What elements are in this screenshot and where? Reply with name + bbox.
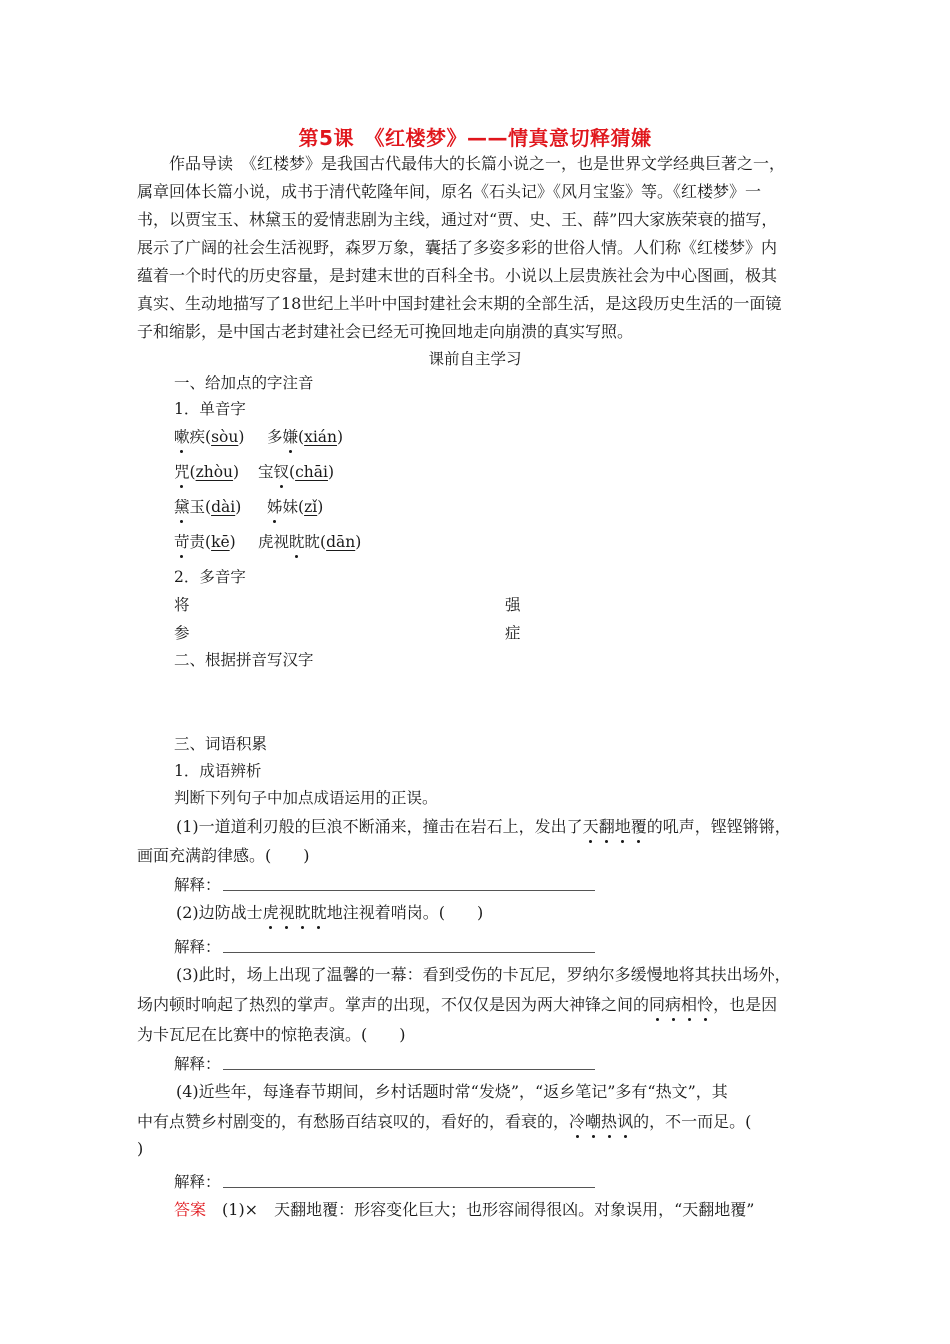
pinyin: sòu (211, 428, 239, 446)
section-title: 课前自主学习 (428, 350, 522, 368)
answer-blank[interactable] (223, 1068, 595, 1070)
pinyin: xián (304, 428, 338, 446)
pinyin-item: 嗽疾(sòu) (174, 425, 244, 447)
answer-label: 答案 (174, 1200, 207, 1219)
pinyin-item: 姊妹(zǐ) (267, 495, 323, 517)
pinyin: dài (211, 498, 236, 516)
sub-heading-poly: 2．多音字 (174, 568, 246, 586)
intro-line: 蕴着一个时代的历史容量，是封建末世的百科全书。小说以上层贵族社会为中心图画，极其 (137, 266, 778, 285)
pinyin-item: 多嫌(xián) (267, 425, 343, 447)
intro-line: 展示了广阔的社会生活视野，森罗万象，囊括了多姿多彩的世俗人情。人们称《红楼梦》内 (137, 238, 778, 257)
pinyin: zǐ (304, 498, 318, 516)
sub-heading-single: 1．单音字 (174, 400, 246, 418)
pinyin-item: 黛玉(dài) (174, 495, 241, 517)
answer-text: (1)× 天翻地覆：形容变化巨大；也形容闹得很凶。对象误用，“天翻地覆” (206, 1200, 755, 1219)
explain-line: 解释： (174, 1052, 595, 1074)
poly-char: 参 (174, 624, 190, 642)
question-3-line: 为卡瓦尼在比赛中的惊艳表演。( ) (137, 1025, 406, 1044)
pinyin-item: 虎视眈眈(dān) (258, 530, 361, 552)
answer-blank[interactable] (223, 1186, 595, 1188)
intro-line: 子和缩影，是中国古老封建社会已经无可挽回地走向崩溃的真实写照。 (137, 322, 634, 341)
question-4-line: ) (137, 1139, 144, 1158)
question-1-line: 画面充满韵律感。( ) (137, 846, 310, 865)
intro-line: 属章回体长篇小说，成书于清代乾隆年间，原名《石头记》《风月宝鉴》等。《红楼梦》一 (137, 182, 762, 201)
heading-1: 一、给加点的字注音 (174, 374, 314, 392)
poly-char: 强 (505, 596, 521, 614)
answer-blank[interactable] (223, 889, 595, 891)
dotted-char: 眈 (289, 530, 305, 552)
answer-line (174, 1197, 754, 1220)
intro-line: 真实、生动地描写了18世纪上半叶中国封建社会末期的全部生活，是这段历史生活的一面镜 (137, 294, 782, 313)
heading-3: 三、词语积累 (174, 735, 268, 753)
explain-line: 解释： (174, 935, 595, 957)
dotted-char: 姊 (267, 495, 283, 517)
intro-line: 书，以贾宝玉、林黛玉的爱情悲剧为主线，通过对“贾、史、王、薛”四大家族荣衰的描写， (137, 210, 778, 229)
dotted-char: 钗 (274, 460, 290, 482)
pinyin-item: 苛责(kē) (174, 530, 236, 552)
answer-blank[interactable] (223, 951, 595, 953)
pinyin: zhòu (195, 463, 234, 481)
explain-line: 解释： (174, 1170, 595, 1192)
pinyin: dān (326, 533, 356, 551)
poly-char: 将 (174, 596, 190, 614)
pinyin-item: 咒(zhòu) (174, 460, 239, 482)
dotted-char: 黛 (174, 495, 190, 517)
question-3-line: (3)此时，场上出现了温馨的一幕：看到受伤的卡瓦尼，罗纳尔多缓慢地将其扶出场外， (160, 965, 791, 984)
pinyin: kē (211, 533, 230, 551)
dotted-char: 嗽 (174, 425, 190, 447)
intro-line: 作品导读 《红楼梦》是我国古代最伟大的长篇小说之一，也是世界文学经典巨著之一， (137, 154, 786, 173)
question-3-line: 场内顿时响起了热烈的掌声。掌声的出现，不仅仅是因为两大神锋之间的同病相怜，也是因 (137, 992, 777, 1015)
lesson-title: 第5课 《红楼梦》——情真意切释猜嫌 (298, 126, 652, 150)
pinyin: chāi (295, 463, 328, 481)
dotted-char: 嫌 (283, 425, 299, 447)
pinyin-item: 宝钗(chāi) (258, 460, 334, 482)
sub-heading-idiom: 1．成语辨析 (174, 762, 262, 780)
question-2-line: (2)边防战士虎视眈眈地注视着哨岗。( ) (160, 900, 483, 923)
instruction: 判断下列句子中加点成语运用的正误。 (174, 789, 438, 807)
heading-2: 二、根据拼音写汉字 (174, 651, 314, 669)
dotted-char: 苛 (174, 530, 190, 552)
question-4-line: (4)近些年，每逢春节期间，乡村话题时常“发烧”，“返乡笔记”多有“热文”，其 (160, 1082, 728, 1101)
poly-char: 症 (505, 624, 521, 642)
question-4-line: 中有点赞乡村剧变的，有愁肠百结哀叹的，看好的，看衰的，冷嘲热讽的，不一而足。( (137, 1109, 751, 1132)
dotted-char: 咒 (174, 460, 190, 482)
explain-line: 解释： (174, 873, 595, 895)
question-1-line: (1)一道道利刃般的巨浪不断涌来，撞击在岩石上，发出了天翻地覆的吼声，铿铿锵锵， (160, 814, 791, 837)
